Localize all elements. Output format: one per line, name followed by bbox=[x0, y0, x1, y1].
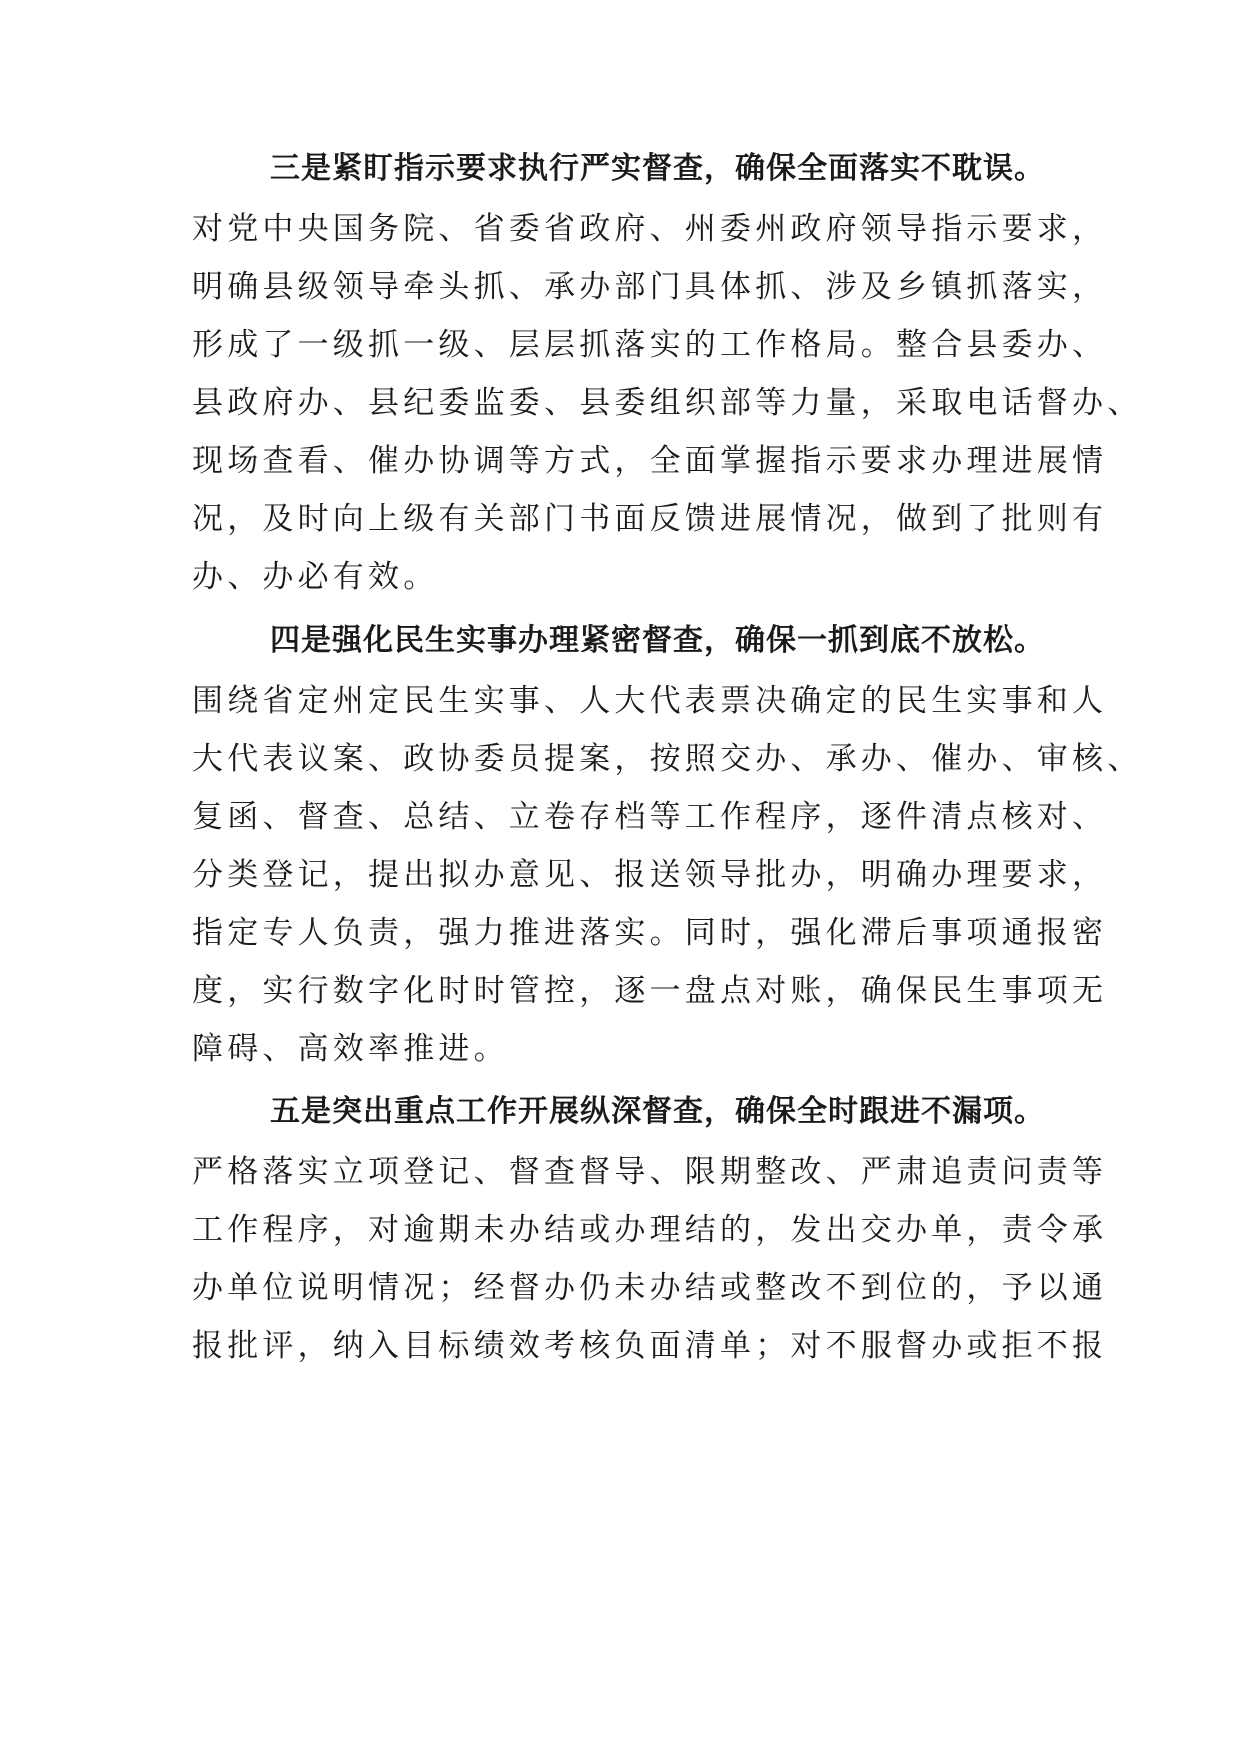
paragraph-line: 工作程序，对逾期未办结或办理结的，发出交办单，责令承 bbox=[192, 1212, 1108, 1248]
paragraph-line: 办单位说明情况；经督办仍未办结或整改不到位的，予以通 bbox=[192, 1270, 1108, 1306]
paragraph-line: 复函、督查、总结、立卷存档等工作程序，逐件清点核对、 bbox=[192, 799, 1108, 835]
paragraph-line: 度，实行数字化时时管控，逐一盘点对账，确保民生事项无 bbox=[192, 973, 1108, 1009]
section-2 bbox=[192, 612, 1072, 670]
paragraph-line: 指定专人负责，强力推进落实。同时，强化滞后事项通报密 bbox=[192, 915, 1108, 951]
paragraph-line: 大代表议案、政协委员提案，按照交办、承办、催办、审核、 bbox=[192, 741, 1143, 777]
section-1 bbox=[192, 140, 1072, 198]
paragraph-line: 分类登记，提出拟办意见、报送领导批办，明确办理要求， bbox=[192, 857, 1108, 893]
section-heading: 五是突出重点工作开展纵深督查，确保全时跟进不漏项。 bbox=[270, 1094, 1045, 1129]
paragraph-line: 围绕省定州定民生实事、人大代表票决确定的民生实事和人 bbox=[192, 683, 1108, 719]
paragraph-line: 障碍、高效率推进。 bbox=[192, 1031, 509, 1067]
paragraph-line: 对党中央国务院、省委省政府、州委州政府领导指示要求， bbox=[192, 211, 1108, 247]
paragraph-line: 况，及时向上级有关部门书面反馈进展情况，做到了批则有 bbox=[192, 501, 1108, 537]
section-2-body bbox=[192, 672, 1143, 1078]
paragraph-line: 现场查看、催办协调等方式，全面掌握指示要求办理进展情 bbox=[192, 443, 1108, 479]
section-3 bbox=[192, 1083, 1072, 1141]
section-heading: 四是强化民生实事办理紧密督查，确保一抓到底不放松。 bbox=[270, 623, 1045, 658]
paragraph-line: 报批评，纳入目标绩效考核负面清单；对不服督办或拒不报 bbox=[192, 1328, 1108, 1364]
paragraph-line: 办、办必有效。 bbox=[192, 559, 439, 595]
section-3-body bbox=[192, 1143, 1108, 1375]
paragraph-line: 严格落实立项登记、督查督导、限期整改、严肃追责问责等 bbox=[192, 1154, 1108, 1190]
section-heading: 三是紧盯指示要求执行严实督查，确保全面落实不耽误。 bbox=[270, 151, 1045, 186]
paragraph-line: 县政府办、县纪委监委、县委组织部等力量，采取电话督办、 bbox=[192, 385, 1143, 421]
paragraph-line: 形成了一级抓一级、层层抓落实的工作格局。整合县委办、 bbox=[192, 327, 1108, 363]
paragraph-line: 明确县级领导牵头抓、承办部门具体抓、涉及乡镇抓落实， bbox=[192, 269, 1108, 305]
section-1-body bbox=[192, 200, 1143, 606]
